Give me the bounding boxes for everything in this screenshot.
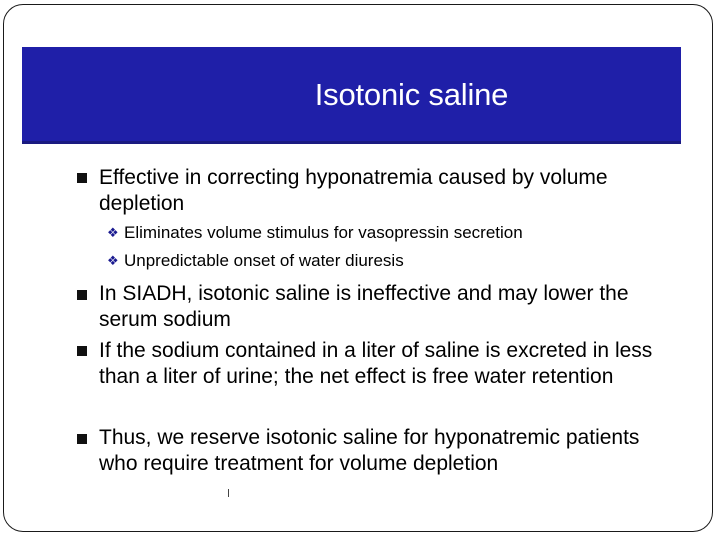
square-bullet-icon bbox=[77, 346, 87, 356]
bullet-4-text: Thus, we reserve isotonic saline for hyponatremic patients who require treatment for volume depletion bbox=[99, 426, 640, 475]
bullet-3-text: If the sodium contained in a liter of saline is excreted in less than a liter of urine; the net effect is free water retention bbox=[99, 339, 653, 388]
diamond-bullet-icon: ❖ bbox=[107, 254, 119, 269]
slide-title: Isotonic saline bbox=[314, 77, 509, 112]
bullet-1-sub-2-text: Unpredictable onset of water diuresis bbox=[124, 251, 404, 270]
diamond-bullet-icon: ❖ bbox=[107, 226, 119, 241]
square-bullet-icon bbox=[77, 173, 87, 183]
bullet-1-sub-1-text: Eliminates volume stimulus for vasopressin secretion bbox=[124, 223, 523, 242]
cursor-mark bbox=[228, 489, 229, 497]
bullet-2-text: In SIADH, isotonic saline is ineffective and may lower the serum sodium bbox=[99, 282, 629, 331]
square-bullet-icon bbox=[77, 290, 87, 300]
bullet-1-text: Effective in correcting hyponatremia caused by volume depletion bbox=[99, 166, 608, 215]
square-bullet-icon bbox=[77, 434, 87, 444]
